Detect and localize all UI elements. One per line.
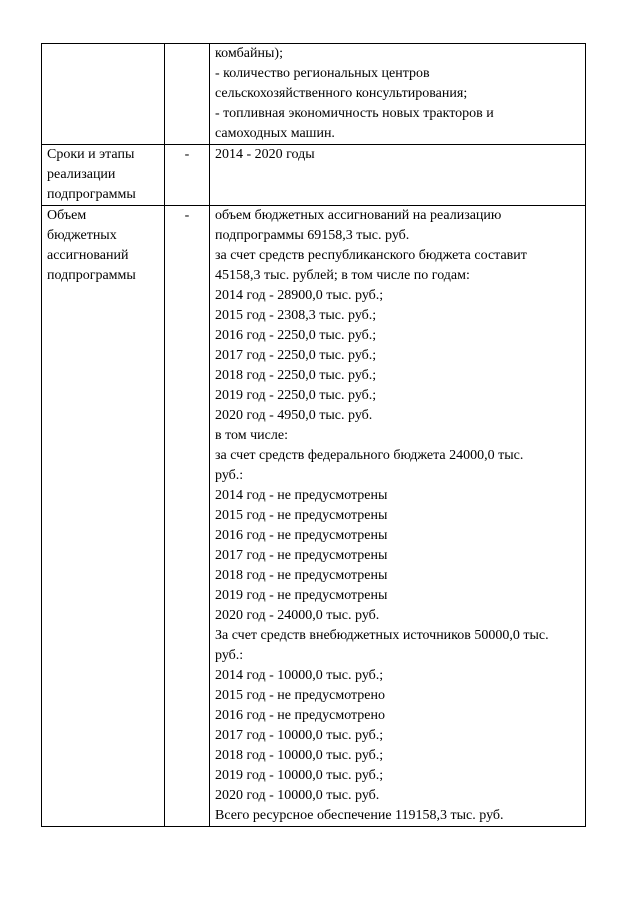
content-line: 2017 год - не предусмотрены	[215, 548, 388, 563]
content-line: За счет средств внебюджетных источников 50000,0 тыс.	[215, 628, 549, 643]
row-dash-cell	[165, 44, 210, 145]
content-line: руб.:	[215, 648, 244, 663]
row-content-cell	[210, 145, 586, 206]
table-row	[42, 145, 586, 206]
row-label-cell	[42, 44, 165, 145]
content-line: - топливная экономичность новых тракторов и	[215, 106, 494, 121]
row-dash-cell: -	[165, 145, 210, 206]
content-line: комбайны);	[215, 46, 283, 61]
content-line: 2016 год - 2250,0 тыс. руб.;	[215, 328, 377, 343]
content-line: за счет средств республиканского бюджета составит	[215, 248, 527, 263]
table-row	[42, 44, 586, 145]
label-line: реализации	[47, 167, 116, 182]
content-line: руб.:	[215, 468, 244, 483]
content-line: 2016 год - не предусмотрено	[215, 708, 386, 723]
content-line: 2014 год - не предусмотрены	[215, 488, 388, 503]
content-line: 2015 год - не предусмотрены	[215, 508, 388, 523]
row-label-cell	[42, 145, 165, 206]
label-line: ассигнований	[47, 248, 129, 263]
content-line: 2017 год - 2250,0 тыс. руб.;	[215, 348, 377, 363]
content-line: 2020 год - 24000,0 тыс. руб.	[215, 608, 380, 623]
content-line: 2020 год - 10000,0 тыс. руб.	[215, 788, 380, 803]
subprogram-passport-table	[41, 43, 586, 827]
content-line: 2019 год - 10000,0 тыс. руб.;	[215, 768, 384, 783]
label-line: подпрограммы	[47, 187, 136, 202]
content-line: 2014 год - 10000,0 тыс. руб.;	[215, 668, 384, 683]
row-content-cell	[210, 206, 586, 827]
content-line: 2018 год - не предусмотрены	[215, 568, 388, 583]
content-line: 2018 год - 10000,0 тыс. руб.;	[215, 748, 384, 763]
content-line: 2014 - 2020 годы	[215, 147, 315, 162]
content-line: 2018 год - 2250,0 тыс. руб.;	[215, 368, 377, 383]
content-line: подпрограммы 69158,3 тыс. руб.	[215, 228, 410, 243]
label-line: подпрограммы	[47, 268, 136, 283]
content-line: 2019 год - 2250,0 тыс. руб.;	[215, 388, 377, 403]
label-line: бюджетных	[47, 228, 117, 243]
content-line: за счет средств федерального бюджета 24000,0 тыс.	[215, 448, 524, 463]
content-line: Всего ресурсное обеспечение 119158,3 тыс. руб.	[215, 808, 504, 823]
content-line: 2019 год - не предусмотрены	[215, 588, 388, 603]
content-line: - количество региональных центров	[215, 66, 430, 81]
content-line: 2016 год - не предусмотрены	[215, 528, 388, 543]
content-line: самоходных машин.	[215, 126, 335, 141]
row-label-cell	[42, 206, 165, 827]
label-line: Объем	[47, 208, 87, 223]
content-line: сельскохозяйственного консультирования;	[215, 86, 468, 101]
content-line: 2014 год - 28900,0 тыс. руб.;	[215, 288, 384, 303]
table-row	[42, 206, 586, 827]
content-line: 2015 год - 2308,3 тыс. руб.;	[215, 308, 377, 323]
content-line: в том числе:	[215, 428, 288, 443]
content-line: 2017 год - 10000,0 тыс. руб.;	[215, 728, 384, 743]
row-dash-cell: -	[165, 206, 210, 827]
label-line: Сроки и этапы	[47, 147, 135, 162]
content-line: 45158,3 тыс. рублей; в том числе по годам:	[215, 268, 470, 283]
content-line: 2020 год - 4950,0 тыс. руб.	[215, 408, 373, 423]
content-line: 2015 год - не предусмотрено	[215, 688, 386, 703]
content-line: объем бюджетных ассигнований на реализацию	[215, 208, 502, 223]
row-content-cell	[210, 44, 586, 145]
